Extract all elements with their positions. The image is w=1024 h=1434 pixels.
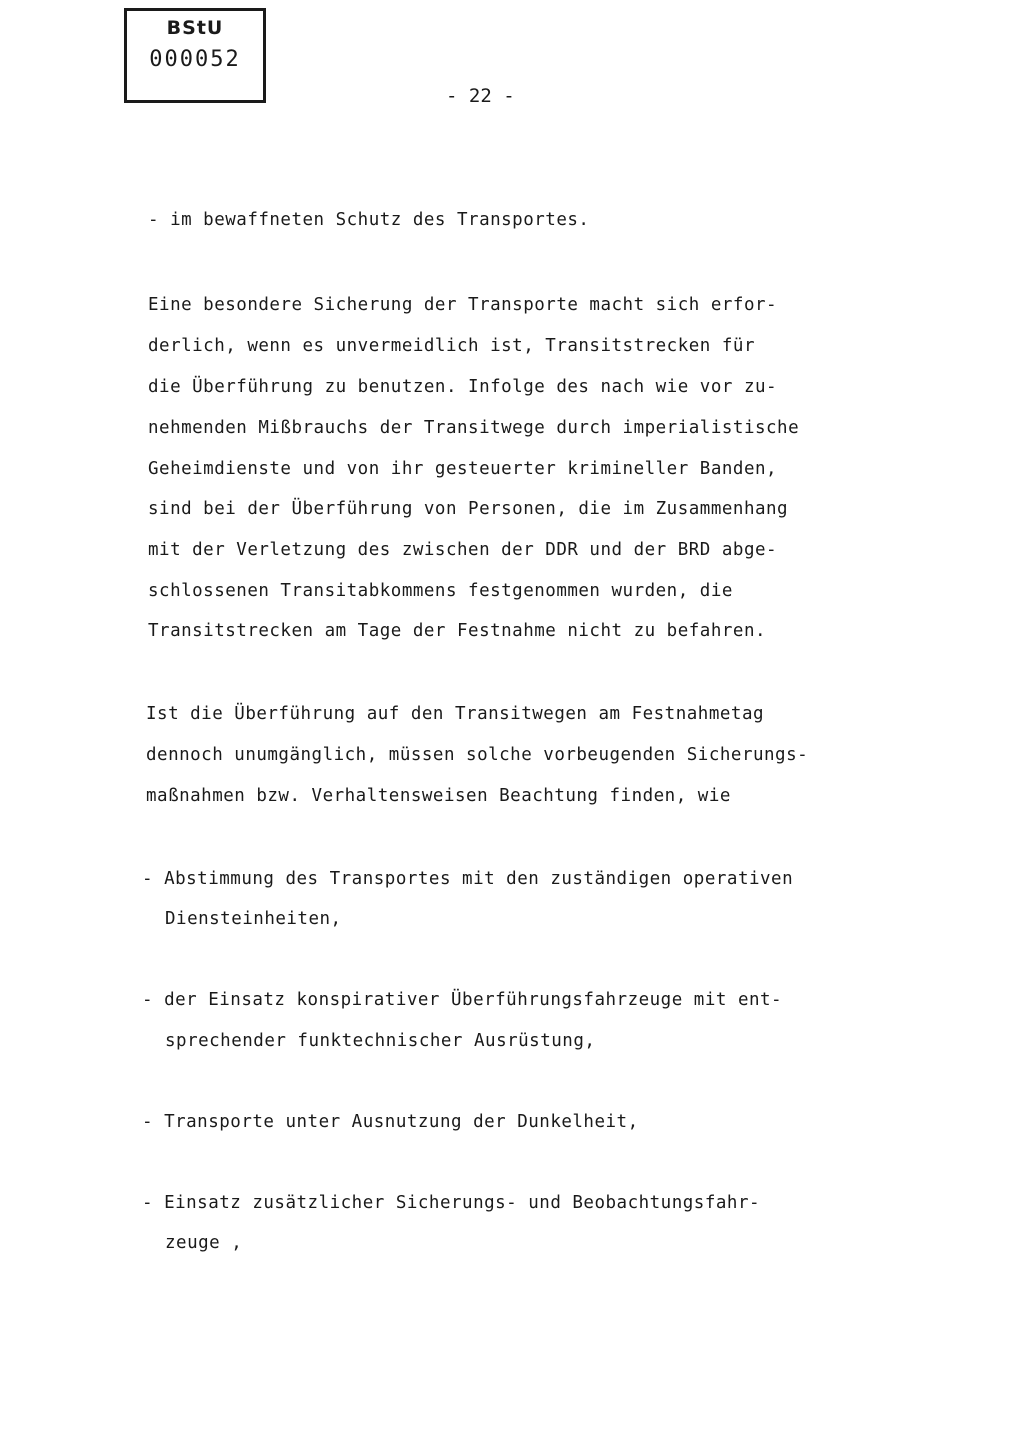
text-line: die Überführung zu benutzen. Infolge des nach wie vor zu- (148, 377, 778, 397)
text-line: - Einsatz zusätzlicher Sicherungs- und Beobachtungsfahr- (142, 1193, 761, 1213)
text-line: Transitstrecken am Tage der Festnahme nicht zu befahren. (148, 621, 767, 641)
text-line: derlich, wenn es unvermeidlich ist, Transitstrecken für (148, 336, 755, 356)
text-line: sprechender funktechnischer Ausrüstung, (165, 1031, 596, 1051)
text-line: - Abstimmung des Transportes mit den zuständigen operativen (142, 869, 794, 889)
text-line: sind bei der Überführung von Personen, die im Zusammenhang (148, 499, 789, 519)
stamp-number: 000052 (149, 47, 241, 72)
text-line: nehmenden Mißbrauchs der Transitwege durch imperialistische (148, 418, 800, 438)
archive-stamp (124, 8, 266, 103)
text-line: Ist die Überführung auf den Transitwegen am Festnahmetag (146, 704, 765, 724)
text-line: Geheimdienste und von ihr gesteuerter krimineller Banden, (148, 459, 778, 479)
text-line: zeuge , (165, 1233, 243, 1253)
text-line: Eine besondere Sicherung der Transporte macht sich erfor- (148, 295, 778, 315)
page-number: - 22 - (446, 85, 515, 107)
text-line: schlossenen Transitabkommens festgenommen wurden, die (148, 581, 733, 601)
stamp-organization: BStU (166, 17, 224, 39)
text-line: Diensteinheiten, (165, 909, 342, 929)
text-line: maßnahmen bzw. Verhaltensweisen Beachtung finden, wie (146, 786, 731, 806)
text-line: - der Einsatz konspirativer Überführungsfahrzeuge mit ent- (142, 990, 783, 1010)
text-line: dennoch unumgänglich, müssen solche vorbeugenden Sicherungs- (146, 745, 809, 765)
text-line: - im bewaffneten Schutz des Transportes. (148, 210, 590, 230)
text-line: - Transporte unter Ausnutzung der Dunkelheit, (142, 1112, 639, 1132)
text-line: mit der Verletzung des zwischen der DDR und der BRD abge- (148, 540, 778, 560)
